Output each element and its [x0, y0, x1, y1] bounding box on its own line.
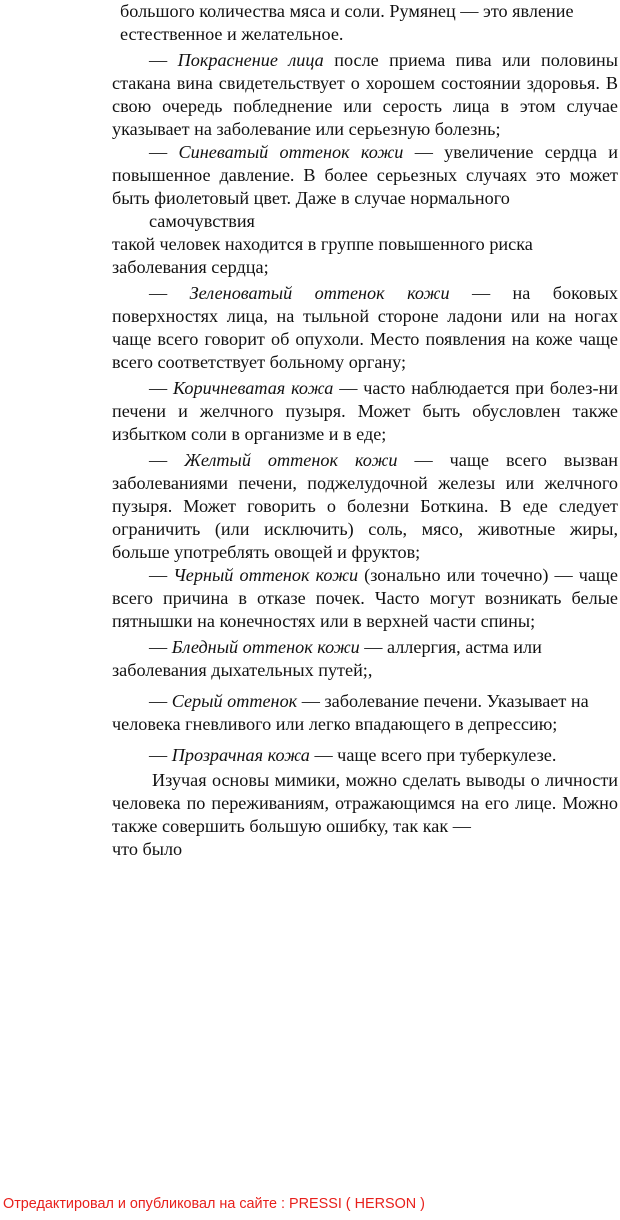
paragraph-p4 [112, 282, 618, 374]
paragraph-text: — чаще всего вызван заболеваниями печени, поджелудочной железы или желчного пузыря. Может говорить о болезни Боткина. В еде следует ограничить (или исключить) соль, мясо, животные жиры, больше употреблять овощей и фруктов; [112, 450, 619, 562]
dash: — [149, 637, 168, 657]
term: Желтый оттенок кожи [184, 450, 398, 470]
text-line: самочувствия [149, 211, 255, 231]
text-line: такой человек находится в группе повышенного риска [112, 234, 533, 254]
text-line: естественное и желательное. [120, 24, 344, 44]
text-line: заболевания сердца; [112, 257, 269, 277]
paragraph-text: — аллергия, астма или [364, 637, 542, 657]
paragraph-p2 [112, 141, 618, 233]
dash: — [149, 142, 168, 162]
paragraph-text: — часто наблюдается при болез-ни печени и желчного пузыря. Может быть обусловлен также избытком соли в организме и в еде; [112, 378, 619, 444]
paragraph-p5 [112, 377, 618, 446]
paragraph-text: — чаще всего при туберкулезе. [314, 745, 557, 765]
paragraph-p10 [112, 744, 618, 767]
document-body [112, 0, 618, 861]
dash: — [149, 691, 168, 711]
term: Зеленоватый оттенок кожи [189, 283, 450, 303]
text-line: человека гневливого или легко впадающего в депрессию; [112, 714, 558, 734]
dash: — [149, 450, 168, 470]
term: Серый оттенок [171, 691, 298, 711]
footer-credit: Отредактировал и опубликовал на сайте : PRESSI ( HERSON ) [3, 1196, 425, 1212]
paragraph-text: — увеличение сердца и повышенное давление. В более серьезных случаях это может быть фиолетовый цвет. Даже в случае нормального [112, 142, 619, 208]
paragraph-p3 [112, 233, 618, 279]
paragraph-p9 [112, 690, 618, 736]
paragraph-p6 [112, 449, 618, 564]
paragraph-text: после приема пива или половины стакана вина свидетельствует о хорошем состоянии здоровья. В свою очередь побледнение или серость лица в этом случае указывает на заболевание или серьезную болезнь; [112, 50, 619, 139]
term: Синеватый оттенок кожи [178, 142, 404, 162]
dash: — [149, 565, 168, 585]
term: Коричневатая кожа [173, 378, 334, 398]
paragraph-p1 [112, 49, 618, 141]
term: Черный оттенок кожи [173, 565, 359, 585]
text-line: большого количества мяса и соли. Румянец — это явление [120, 1, 574, 21]
paragraph-text: — заболевание печени. Указывает на [301, 691, 589, 711]
term: Бледный оттенок кожи [171, 637, 360, 657]
paragraph-text: (зонально или точечно) — чаще всего причина в отказе почек. Часто могут возникать белые пятнышки на конечностях или в верхней части спины; [112, 565, 619, 631]
dash: — [149, 50, 168, 70]
paragraph-p11 [112, 769, 618, 861]
paragraph-text: — на боковых поверхностях лица, на тыльной стороне ладони или на ногах чаще всего говорит об опухоли. Место появления на коже чаще всего соответствует больному органу; [112, 283, 619, 372]
paragraph-p7 [112, 564, 618, 633]
paragraph-p8 [112, 636, 618, 682]
term: Прозрачная кожа [171, 745, 310, 765]
term: Покраснение лица [177, 50, 324, 70]
paragraph-text: Изучая основы мимики, можно сделать выводы о личности человека по переживаниям, отражающимся на его лице. Можно также совершить большую ошибку, так как — [112, 770, 618, 836]
dash: — [149, 378, 168, 398]
paragraph-p0 [112, 0, 618, 46]
text-line: что было [112, 839, 183, 859]
text-line: заболевания дыхательных путей;, [112, 660, 373, 680]
dash: — [149, 745, 168, 765]
dash: — [149, 283, 168, 303]
